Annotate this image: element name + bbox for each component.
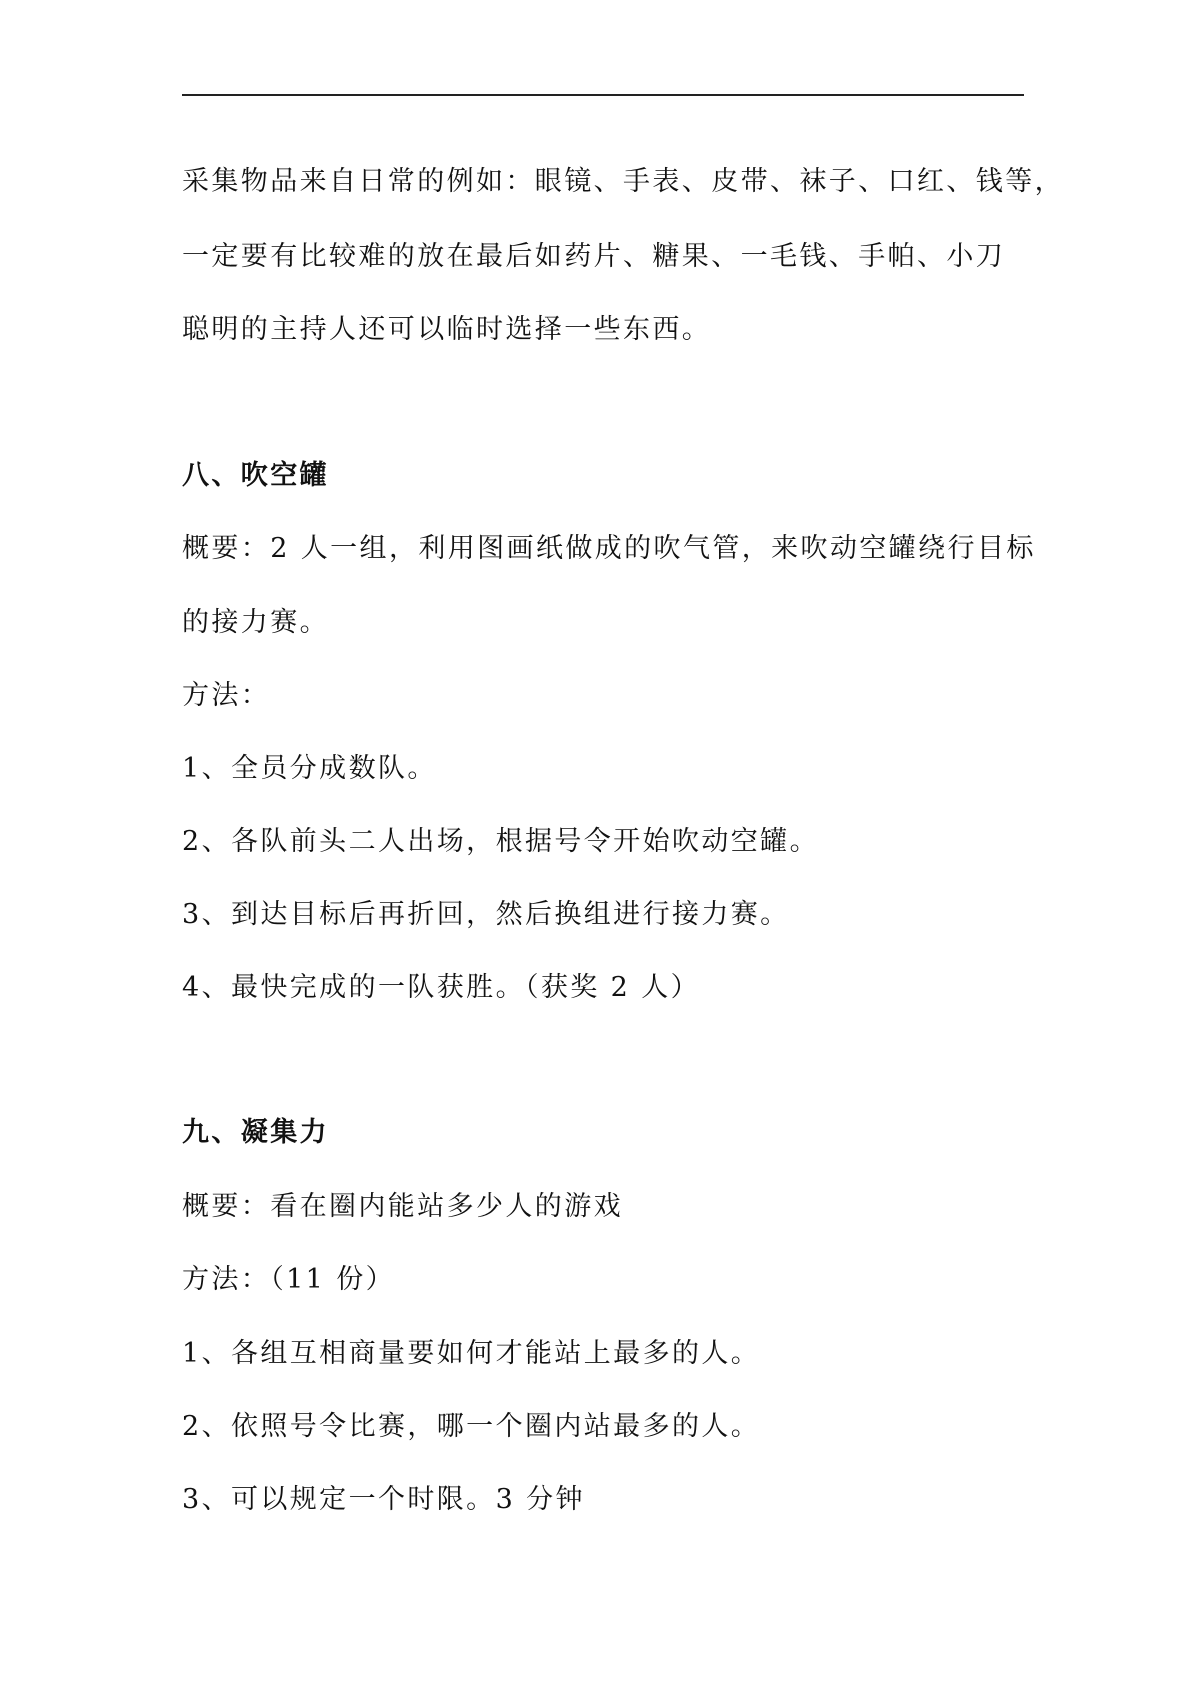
section-8-summary-line-2: 的接力赛。 — [182, 607, 329, 638]
section-9-title: 九、凝集力 — [182, 1117, 329, 1148]
section-9-summary: 概要：看在圈内能站多少人的游戏 — [182, 1191, 623, 1222]
section-8-step-4: 4、最快完成的一队获胜。（获奖 2 人） — [182, 972, 701, 1003]
section-9-step-1: 1、各组互相商量要如何才能站上最多的人。 — [182, 1338, 761, 1369]
section-8-title: 八、吹空罐 — [182, 460, 329, 491]
section-8-method-label: 方法： — [182, 680, 271, 711]
section-8-step-3: 3、到达目标后再折回，然后换组进行接力赛。 — [182, 899, 790, 930]
intro-line-3: 聪明的主持人还可以临时选择一些东西。 — [182, 314, 712, 345]
section-8-step-2: 2、各队前头二人出场，根据号令开始吹动空罐。 — [182, 826, 819, 857]
intro-line-2: 一定要有比较难的放在最后如药片、糖果、一毛钱、手帕、小刀 — [182, 241, 1006, 272]
section-9-step-2: 2、依照号令比赛，哪一个圈内站最多的人。 — [182, 1411, 761, 1442]
intro-line-1: 采集物品来自日常的例如：眼镜、手表、皮带、袜子、口红、钱等， — [182, 166, 1064, 197]
header-rule — [182, 94, 1024, 96]
section-9-method-label: 方法：（11 份） — [182, 1264, 396, 1295]
section-8-summary-line-1: 概要：2 人一组，利用图画纸做成的吹气管，来吹动空罐绕行目标 — [182, 533, 1036, 564]
section-8-step-1: 1、全员分成数队。 — [182, 753, 437, 784]
section-9-step-3: 3、可以规定一个时限。3 分钟 — [182, 1484, 585, 1515]
